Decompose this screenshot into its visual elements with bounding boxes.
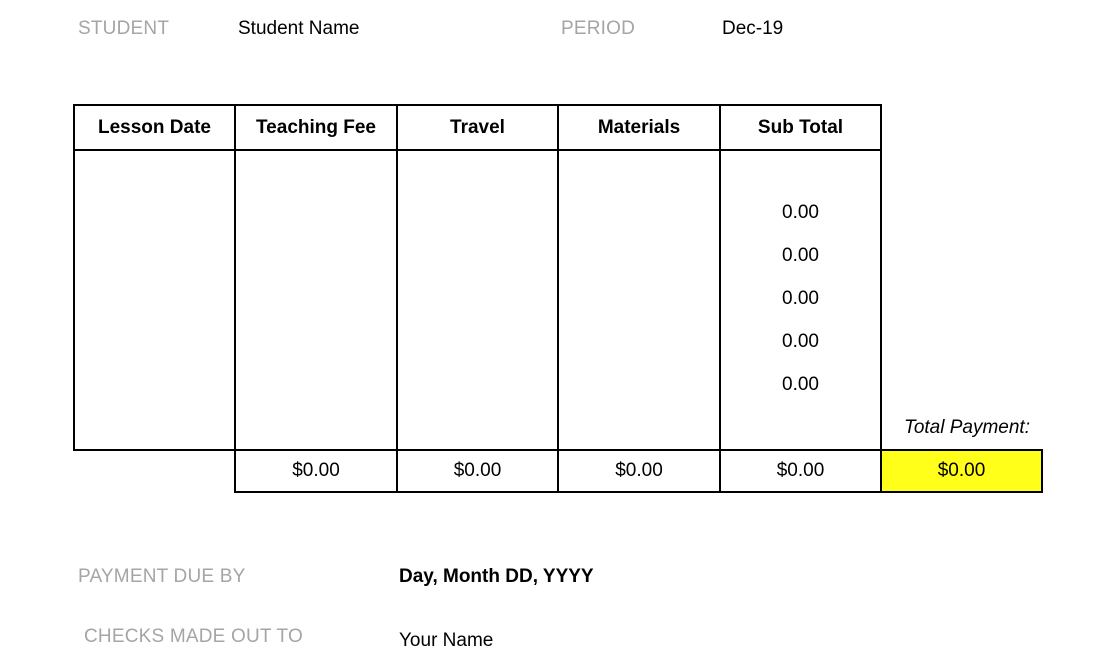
checks-value: Your Name	[399, 630, 494, 651]
teaching-fee-total: $0.00	[235, 450, 397, 492]
table-body-row	[74, 150, 1042, 450]
col-header-travel: Travel	[397, 105, 558, 150]
col-header-sub-total: Sub Total	[720, 105, 881, 150]
student-label: STUDENT	[78, 18, 170, 39]
col-header-teaching-fee: Teaching Fee	[235, 105, 397, 150]
checks-label: CHECKS MADE OUT TO	[84, 626, 303, 647]
subtotal-row-2: 0.00	[782, 245, 819, 266]
travel-total: $0.00	[397, 450, 558, 492]
invoice-table	[73, 104, 1043, 493]
subtotal-row-5: 0.00	[782, 374, 819, 395]
period-value: Dec-19	[722, 18, 784, 39]
teaching-fee-cell[interactable]	[235, 150, 397, 450]
sub-total-total: $0.00	[720, 450, 881, 492]
student-name: Student Name	[238, 18, 360, 39]
payment-due-label: PAYMENT DUE BY	[78, 566, 246, 587]
materials-total: $0.00	[558, 450, 720, 492]
total-payment-label: Total Payment:	[903, 417, 1030, 438]
table-totals-row	[74, 450, 1042, 492]
lesson-date-cell[interactable]	[74, 150, 235, 450]
subtotal-row-4: 0.00	[782, 331, 819, 352]
travel-cell[interactable]	[397, 150, 558, 450]
subtotal-list	[721, 201, 880, 416]
payment-due-value: Day, Month DD, YYYY	[399, 566, 594, 587]
col-header-materials: Materials	[558, 105, 720, 150]
col-header-lesson-date: Lesson Date	[74, 105, 235, 150]
subtotal-row-3: 0.00	[782, 288, 819, 309]
total-payment-value: $0.00	[881, 450, 1042, 492]
sub-total-cell	[720, 150, 881, 450]
materials-cell[interactable]	[558, 150, 720, 450]
period-label: PERIOD	[561, 18, 636, 39]
subtotal-row-1: 0.00	[782, 202, 819, 223]
table-header-row	[74, 105, 1042, 150]
